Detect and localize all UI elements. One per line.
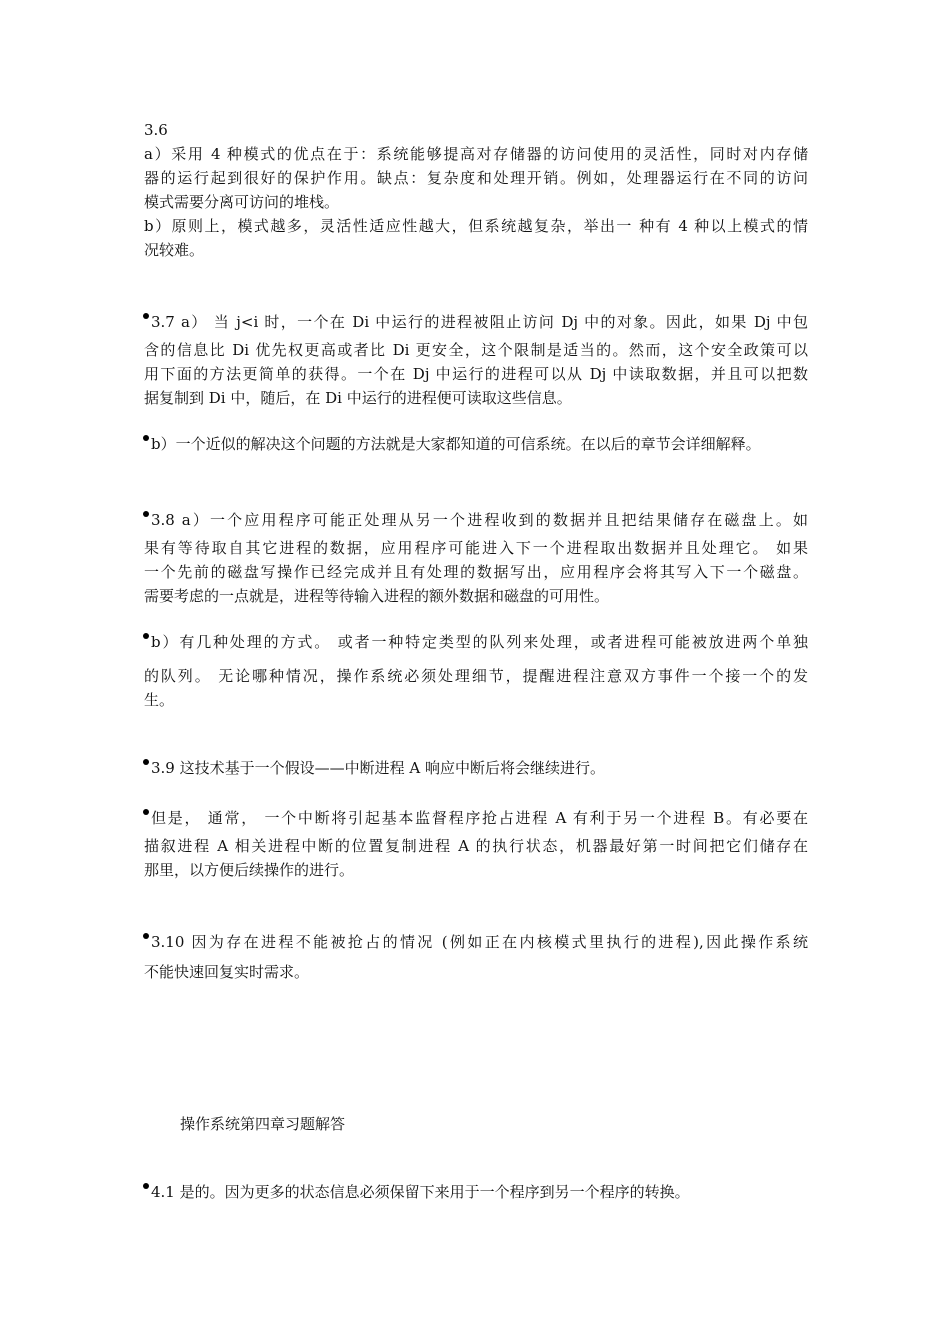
bullet-paragraph [144,806,808,830]
section-3-9b [144,806,808,882]
chapter-heading: 操作系统第四章习题解答 [180,1115,346,1133]
bullet-icon [143,759,149,765]
paragraph-line: a）采用 4 种模式的优点在于：系统能够提高对存储器的访问使用的灵活性，同时对内存储 [144,145,808,163]
paragraph-line: 不能快速回复实时需求。 [144,963,310,981]
paragraph-line: 一个先前的磁盘写操作已经完成并且有处理的数据写出，应用程序会将其写入下一个磁盘。 [144,563,808,581]
paragraph-line: 3.9 这技术基于一个假设——中断进程 A 响应中断后将会继续进行。 [151,759,605,777]
bullet-icon [143,633,149,639]
bullet-icon [143,435,149,441]
bullet-icon [143,933,149,939]
bullet-icon [143,511,149,517]
bullet-paragraph [144,756,808,780]
section-3-8b [144,630,808,712]
paragraph-line: 3.7 a） 当 j<i 时，一个在 Di 中运行的进程被阻止访问 Dj 中的对象。因此，如果 Dj 中包 [151,313,808,331]
paragraph-line: 用下面的方法更简单的获得。一个在 Dj 中运行的进程可以从 Dj 中读取数据，并且可以把数 [144,365,808,383]
paragraph-line: 模式需要分离可访问的堆栈。 [144,193,340,211]
paragraph-line: b）有几种处理的方式。 或者一种特定类型的队列来处理，或者进程可能被放进两个单独 [151,633,808,651]
paragraph-line: 4.1 是的。因为更多的状态信息必须保留下来用于一个程序到另一个程序的转换。 [151,1183,690,1201]
section-3-9a [144,756,808,780]
section-3-7a [144,310,808,410]
bullet-paragraph [144,1180,808,1204]
bullet-paragraph [144,930,808,954]
section-3-7b [144,432,808,456]
paragraph-line: 的队列。 无论哪种情况，操作系统必须处理细节，提醒进程注意双方事件一个接一个的发 [144,667,808,685]
paragraph-line: 果有等待取自其它进程的数据，应用程序可能进入下一个进程取出数据并且处理它。 如果 [144,539,808,557]
bullet-paragraph [144,310,808,334]
paragraph-line: 据复制到 Di 中，随后，在 Di 中运行的进程便可读取这些信息。 [144,389,572,407]
paragraph-line: b）原则上，模式越多，灵活性适应性越大，但系统越复杂，举出一 种有 4 种以上模式的情 [144,217,808,235]
section-number: 3.6 [144,121,168,139]
bullet-paragraph [144,508,808,532]
paragraph-line: b）一个近似的解决这个问题的方法就是大家都知道的可信系统。在以后的章节会详细解释。 [151,435,761,453]
paragraph-line: 含的信息比 Di 优先权更高或者比 Di 更安全，这个限制是适当的。然而，这个安全政策可以 [144,341,808,359]
paragraph-line: 描叙进程 A 相关进程中断的位置复制进程 A 的执行状态，机器最好第一时间把它们储存在 [144,837,808,855]
paragraph-line: 需要考虑的一点就是，进程等待输入进程的额外数据和磁盘的可用性。 [144,587,610,605]
section-4-1 [144,1180,808,1204]
paragraph-line: 3.10 因为存在进程不能被抢占的情况 (例如正在内核模式里执行的进程),因此操作系统 [151,933,808,951]
bullet-icon [143,1183,149,1189]
bullet-icon [143,313,149,319]
section-3-10 [144,930,808,984]
paragraph-line: 器的运行起到很好的保护作用。缺点：复杂度和处理开销。例如，处理器运行在不同的访问 [144,169,808,187]
bullet-paragraph [144,432,808,456]
bullet-paragraph [144,630,808,654]
section-3-6 [144,118,808,262]
paragraph-line: 那里，以方便后续操作的进行。 [144,861,355,879]
paragraph-line: 生。 [144,691,175,709]
paragraph-line: 况较难。 [144,241,205,259]
bullet-icon [143,809,149,815]
section-3-8a [144,508,808,608]
paragraph-line: 3.8 a）一个应用程序可能正处理从另一个进程收到的数据并且把结果储存在磁盘上。如 [151,511,808,529]
paragraph-line: 但是， 通常， 一个中断将引起基本监督程序抢占进程 A 有利于另一个进程 B。有必要在 [151,809,808,827]
